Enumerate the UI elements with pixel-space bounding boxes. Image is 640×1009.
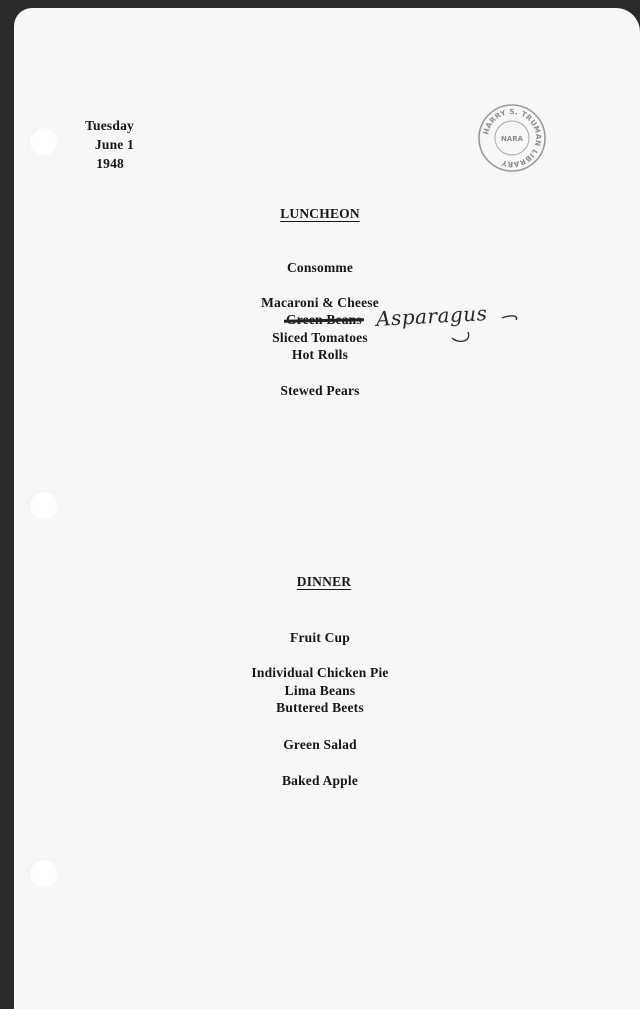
luncheon-heading: LUNCHEON	[280, 206, 360, 221]
menu-item-chicken-pie: Individual Chicken Pie	[251, 665, 389, 680]
punch-hole-bottom	[28, 858, 58, 888]
menu-item-lima-beans: Lima Beans	[284, 683, 356, 698]
date-year: 1948	[96, 156, 124, 171]
punch-hole-top	[28, 126, 58, 156]
svg-text:NARA: NARA	[500, 135, 524, 143]
menu-item-struck-out	[286, 312, 362, 328]
menu-item-fruit-cup: Fruit Cup	[290, 630, 350, 645]
handwritten-correction: Asparagus	[375, 301, 488, 331]
archive-stamp	[476, 102, 548, 174]
menu-item-tomatoes: Sliced Tomatoes	[272, 330, 368, 345]
date-weekday: Tuesday	[85, 118, 134, 133]
menu-item-rolls: Hot Rolls	[291, 347, 349, 362]
menu-item-beets: Buttered Beets	[276, 700, 364, 715]
date-day: June 1	[94, 137, 134, 152]
svg-text:HARRY S. TRUMAN LIBRARY: HARRY S. TRUMAN LIBRARY	[481, 106, 544, 170]
menu-item-pears: Stewed Pears	[280, 383, 360, 398]
punch-hole-middle	[28, 490, 58, 520]
menu-item-consomme: Consomme	[286, 260, 354, 275]
menu-item-salad: Green Salad	[283, 737, 357, 752]
menu-item-macaroni: Macaroni & Cheese	[261, 295, 379, 310]
menu-item-baked-apple: Baked Apple	[281, 773, 359, 788]
dinner-heading: DINNER	[296, 574, 352, 589]
